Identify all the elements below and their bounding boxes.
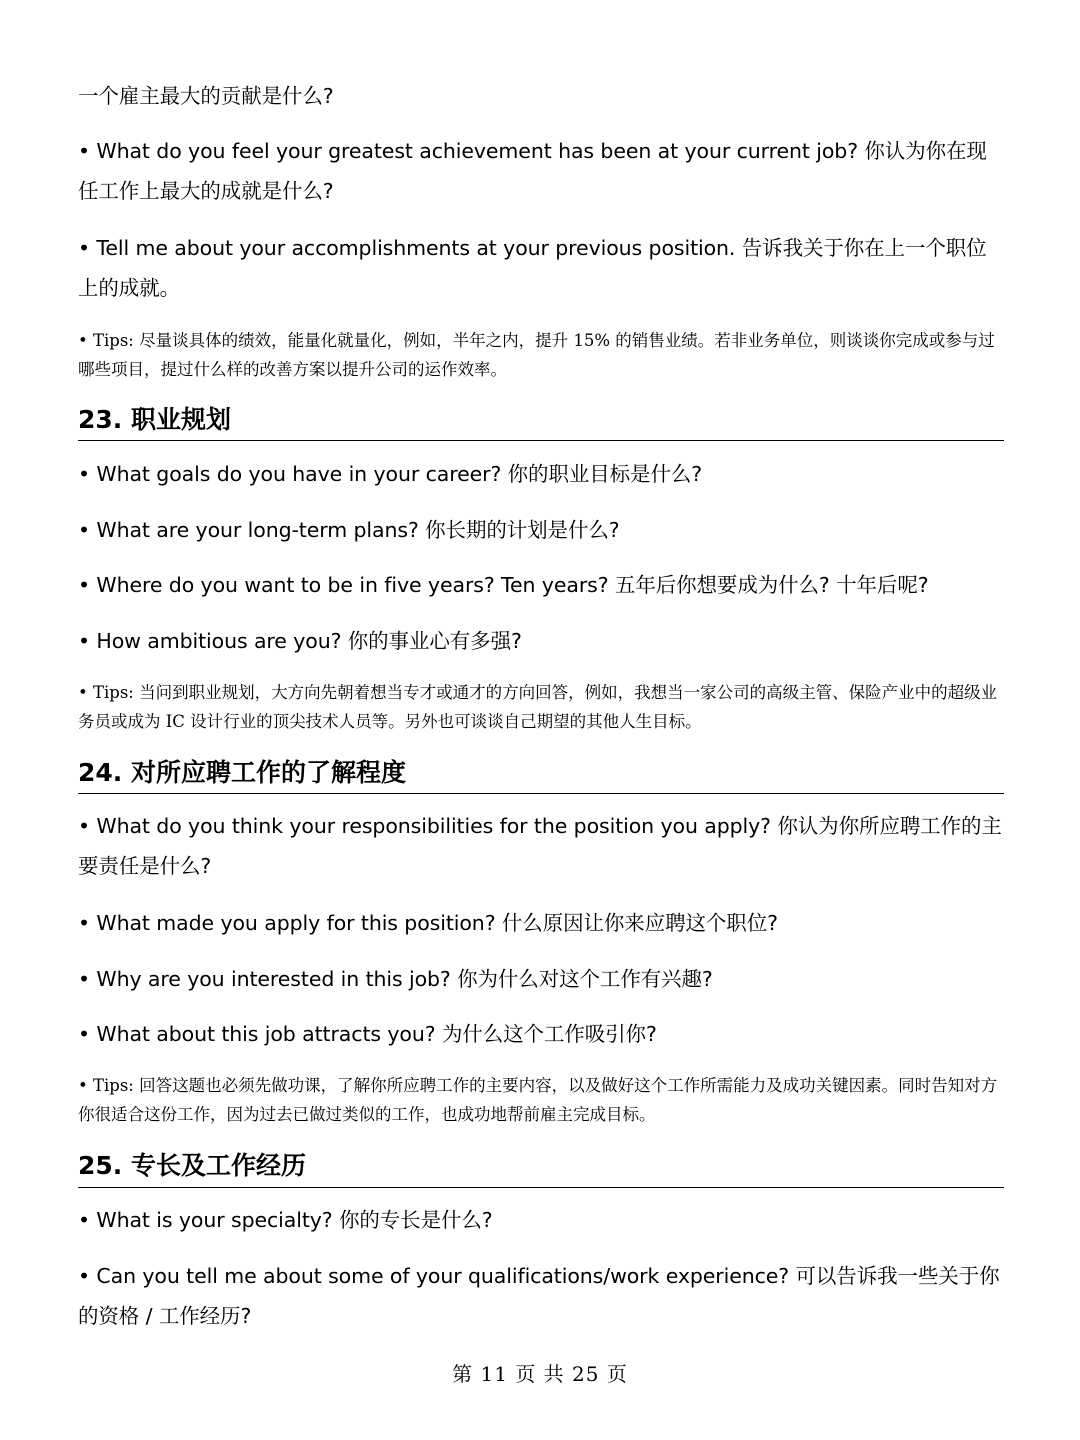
tips-achievements: • Tips: 尽量谈具体的绩效，能量化就量化，例如，半年之内，提升 15% 的销售业绩。若非业务单位，则谈谈你完成或参与过哪些项目，提过什么样的改善方案以提升公司的运作效率。 xyxy=(78,331,995,379)
heading-specialty-experience: 25. 专长及工作经历 xyxy=(78,1151,306,1180)
question-greatest-achievement: • What do you feel your greatest achievement has been at your current job? 你认为你在现任工作上最大的成就是什么? xyxy=(78,139,987,203)
question-job-attracts: • What about this job attracts you? 为什么这个工作吸引你? xyxy=(78,1022,657,1046)
continued-question-line: 一个雇主最大的贡献是什么? xyxy=(78,84,334,108)
tips-career-planning: • Tips: 当问到职业规划，大方向先朝着想当专才或通才的方向回答，例如，我想当一家公司的高级主管、保险产业中的超级业务员或成为 IC 设计行业的顶尖技术人员等。另外也可谈谈自己期望的其他人生目标。 xyxy=(78,683,998,731)
question-ambitious: • How ambitious are you? 你的事业心有多强? xyxy=(78,629,522,653)
tips-job-understanding: • Tips: 回答这题也必须先做功课，了解你所应聘工作的主要内容，以及做好这个工作所需能力及成功关键因素。同时告知对方你很适合这份工作，因为过去已做过类似的工作，也成功地帮前雇主完成目标。 xyxy=(78,1076,998,1124)
page-number-footer: 第 11 页 共 25 页 xyxy=(452,1362,628,1386)
question-qualifications: • Can you tell me about some of your qualifications/work experience? 可以告诉我一些关于你的资格 / 工作经历? xyxy=(78,1264,1000,1328)
question-why-interested: • Why are you interested in this job? 你为什么对这个工作有兴趣? xyxy=(78,967,713,991)
heading-rule xyxy=(78,793,1004,794)
question-career-goals: • What goals do you have in your career? 你的职业目标是什么? xyxy=(78,462,703,486)
question-responsibilities: • What do you think your responsibilities for the position you apply? 你认为你所应聘工作的主要责任是什么? xyxy=(78,814,1002,878)
heading-career-planning: 23. 职业规划 xyxy=(78,405,231,434)
question-specialty: • What is your specialty? 你的专长是什么? xyxy=(78,1208,493,1232)
heading-rule xyxy=(78,440,1004,441)
question-five-years: • Where do you want to be in five years? Ten years? 五年后你想要成为什么? 十年后呢? xyxy=(78,573,929,597)
document-page xyxy=(78,0,1004,1440)
question-why-apply: • What made you apply for this position? 什么原因让你来应聘这个职位? xyxy=(78,911,778,935)
question-accomplishments-previous: • Tell me about your accomplishments at your previous position. 告诉我关于你在上一个职位上的成就。 xyxy=(78,236,987,300)
heading-rule xyxy=(78,1187,1004,1188)
question-long-term-plans: • What are your long-term plans? 你长期的计划是什么? xyxy=(78,518,620,542)
heading-job-understanding: 24. 对所应聘工作的了解程度 xyxy=(78,758,406,787)
